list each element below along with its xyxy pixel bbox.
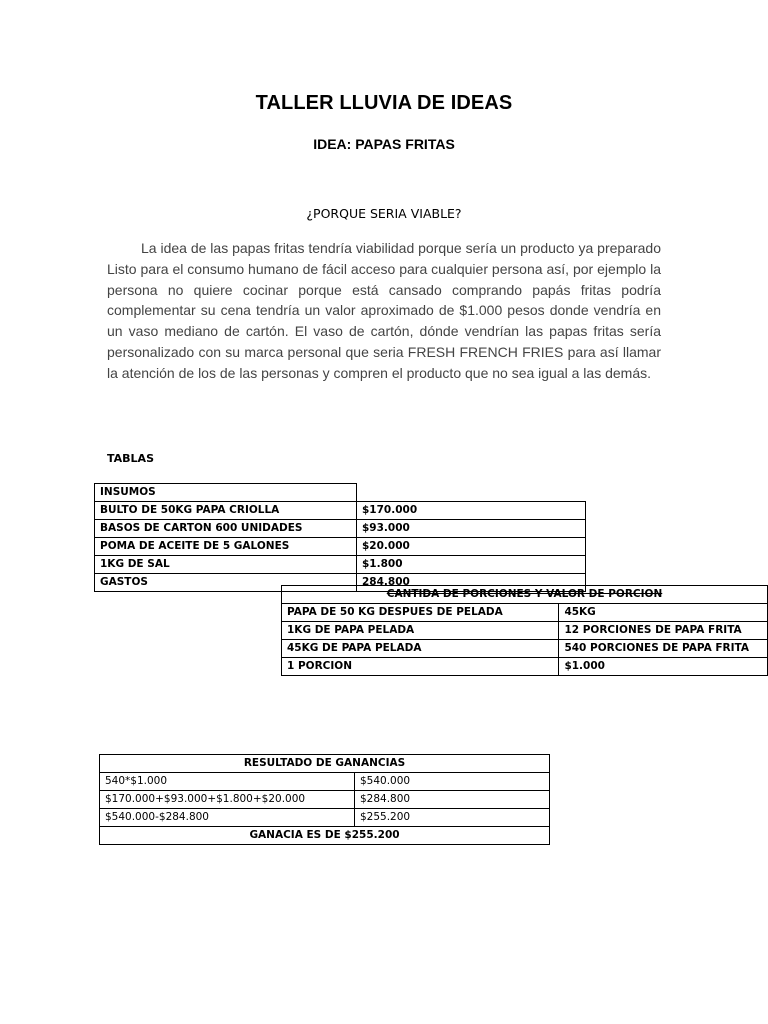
insumo-item: 1KG DE SAL — [95, 556, 357, 574]
tablas-label: TABLAS — [107, 452, 154, 465]
table-row — [95, 538, 586, 556]
table-row — [282, 604, 768, 622]
insumo-value: $93.000 — [357, 520, 586, 538]
porcion-value: 12 PORCIONES DE PAPA FRITA — [559, 622, 768, 640]
table-row — [95, 520, 586, 538]
insumo-value: 284.800 — [357, 574, 586, 592]
idea-subtitle: IDEA: PAPAS FRITAS — [313, 136, 455, 152]
ganancia-value: $540.000 — [355, 773, 550, 791]
question-heading: ¿PORQUE SERIA VIABLE? — [306, 206, 462, 221]
insumo-value: $170.000 — [357, 502, 586, 520]
document-title: TALLER LLUVIA DE IDEAS — [255, 92, 513, 114]
insumo-value: $20.000 — [357, 538, 586, 556]
table-row — [282, 640, 768, 658]
table-row — [95, 502, 586, 520]
porcion-item: 1KG DE PAPA PELADA — [282, 622, 559, 640]
ganancia-value: $284.800 — [355, 791, 550, 809]
porcion-value: $1.000 — [559, 658, 768, 676]
table-row — [100, 791, 550, 809]
porciones-table — [281, 585, 768, 676]
ganancias-footer: GANACIA ES DE $255.200 — [100, 827, 550, 845]
ganancias-table — [99, 754, 550, 845]
ganancias-header: RESULTADO DE GANANCIAS — [100, 755, 550, 773]
insumo-value: $1.800 — [357, 556, 586, 574]
ganancia-item: 540*$1.000 — [100, 773, 355, 791]
porcion-value: 540 PORCIONES DE PAPA FRITA — [559, 640, 768, 658]
ganancia-item: $540.000-$284.800 — [100, 809, 355, 827]
table-row — [100, 809, 550, 827]
body-paragraph: La idea de las papas fritas tendría viabilidad porque sería un producto ya preparado Listo para el consumo humano de fácil acceso para cualquier persona así, por ejemplo la persona no quiere cocinar porque está cansado comprando papás fritas podría complementar su cena tendría un valor aproximado de $1.000 pesos donde vendría en un vaso mediano de cartón. El vaso de cartón, dónde vendrían las papas fritas sería personalizado con su marca personal que seria FRESH FRENCH FRIES para así llamar la atención de los de las personas y compren el producto que no sea igual a las demás. — [107, 240, 661, 381]
porcion-item: PAPA DE 50 KG DESPUES DE PELADA — [282, 604, 559, 622]
table-row — [282, 622, 768, 640]
porcion-item: 1 PORCION — [282, 658, 559, 676]
insumo-item: BASOS DE CARTON 600 UNIDADES — [95, 520, 357, 538]
table-row — [100, 773, 550, 791]
insumos-header: INSUMOS — [95, 484, 357, 502]
table-row — [282, 658, 768, 676]
porcion-item: 45KG DE PAPA PELADA — [282, 640, 559, 658]
porciones-header: CANTIDA DE PORCIONES Y VALOR DE PORCION — [282, 586, 768, 604]
ganancia-value: $255.200 — [355, 809, 550, 827]
table-row — [95, 556, 586, 574]
ganancia-item: $170.000+$93.000+$1.800+$20.000 — [100, 791, 355, 809]
insumos-table — [94, 483, 586, 592]
insumo-item: POMA DE ACEITE DE 5 GALONES — [95, 538, 357, 556]
insumo-item: BULTO DE 50KG PAPA CRIOLLA — [95, 502, 357, 520]
porcion-value: 45KG — [559, 604, 768, 622]
insumo-item: GASTOS — [95, 574, 357, 592]
